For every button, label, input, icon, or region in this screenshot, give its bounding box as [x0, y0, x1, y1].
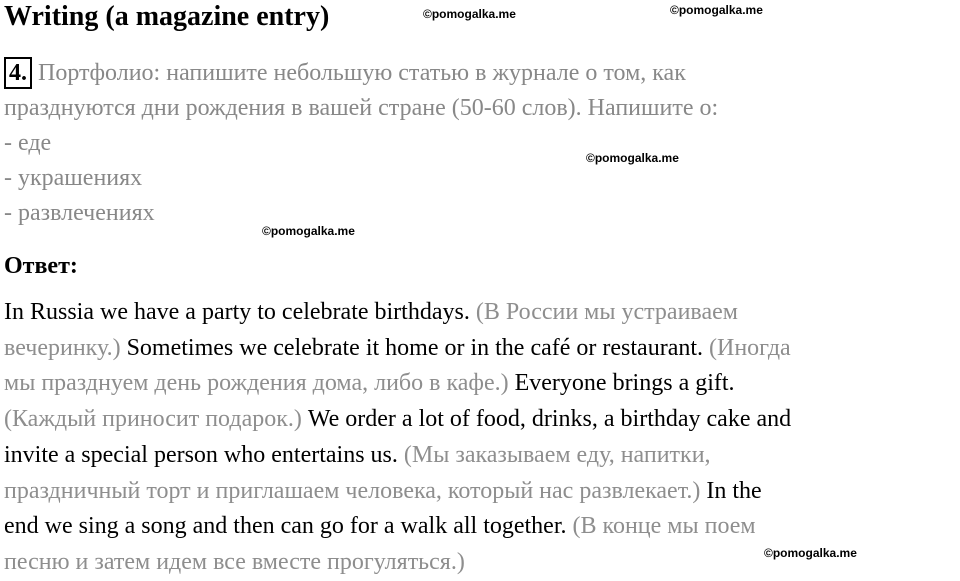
answer-line	[4, 295, 791, 331]
watermark: ©pomogalka.me	[764, 546, 857, 560]
answer-heading: Ответ:	[4, 253, 78, 279]
russian-translation: вечеринку.)	[4, 334, 127, 361]
task-line	[4, 56, 718, 91]
english-text: end we sing a song and then can go for a walk all together.	[4, 513, 573, 540]
answer-line	[4, 331, 791, 367]
english-text: Sometimes we celebrate it home or in the café or restaurant.	[126, 334, 710, 361]
answer-line	[4, 545, 791, 581]
english-text: In the	[706, 477, 762, 504]
english-text: invite a special person who entertains us.	[4, 441, 404, 468]
answer-line	[4, 438, 791, 474]
task-line: празднуются дни рождения в вашей стране (50-60 слов). Напишите о:	[4, 95, 719, 121]
russian-translation: (В конце мы поем	[572, 513, 756, 540]
task-bullet: - развлечениях	[4, 200, 155, 226]
task-number: 4.	[4, 57, 32, 89]
answer-text	[4, 295, 791, 581]
english-text: We order a lot of food, drinks, a birthday cake and	[307, 406, 792, 433]
task-text: Портфолио: напишите небольшую статью в журнале о том, как	[38, 60, 686, 86]
task-block	[4, 56, 718, 231]
russian-translation: (Иногда	[709, 334, 791, 361]
answer-line	[4, 402, 791, 438]
watermark: ©pomogalka.me	[262, 224, 355, 238]
answer-line	[4, 366, 791, 402]
task-bullet: - еде	[4, 130, 52, 156]
watermark: ©pomogalka.me	[423, 7, 516, 21]
english-text: In Russia we have a party to celebrate birthdays.	[4, 299, 476, 325]
russian-translation: песню и затем идем все вместе прогуляться.)	[4, 548, 465, 575]
answer-line	[4, 474, 791, 510]
russian-translation: (Мы заказываем еду, напитки,	[403, 441, 711, 468]
russian-translation: праздничный торт и приглашаем человека, который нас развлекает.)	[4, 477, 707, 504]
russian-translation: (В России мы устраиваем	[475, 299, 738, 325]
russian-translation: мы празднуем день рождения дома, либо в кафе.)	[4, 370, 515, 397]
page-title: Writing (a magazine entry)	[4, 1, 330, 32]
task-bullet: - украшениях	[4, 165, 143, 191]
watermark: ©pomogalka.me	[586, 151, 679, 165]
answer-line	[4, 509, 791, 545]
english-text: Everyone brings a gift.	[514, 370, 735, 397]
russian-translation: (Каждый приносит подарок.)	[4, 406, 308, 433]
watermark: ©pomogalka.me	[670, 3, 763, 17]
